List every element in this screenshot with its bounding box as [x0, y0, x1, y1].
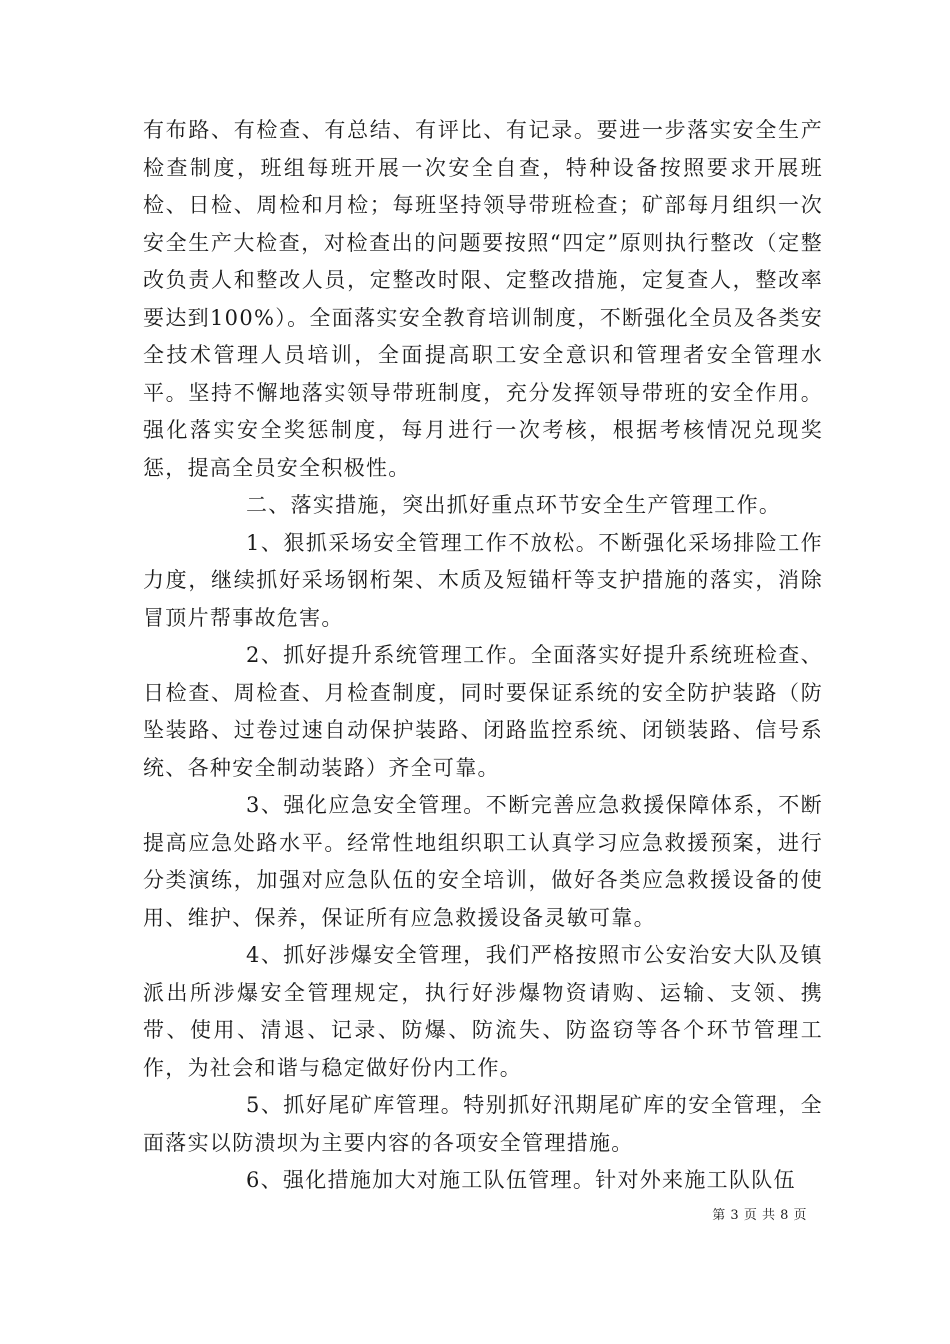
paragraph-item-2: 2、抓好提升系统管理工作。全面落实好提升系统班检查、日检查、周检查、月检查制度，同时要保证系统的安全防护装路（防坠装路、过卷过速自动保护装路、闭路监控系统、闭锁装路、信号系统、各种安全制动装路）齐全可靠。 [143, 643, 823, 780]
paragraph-item-4: 4、抓好涉爆安全管理，我们严格按照市公安治安大队及镇派出所涉爆安全管理规定，执行好涉爆物资请购、运输、支领、携带、使用、清退、记录、防爆、防流失、防盗窃等各个环节管理工作，为社会和谐与稳定做好份内工作。 [143, 943, 823, 1080]
document-body [143, 112, 823, 1200]
paragraph-item-6: 6、强化措施加大对施工队伍管理。针对外来施工队队伍 [246, 1168, 796, 1192]
paragraph-item-5: 5、抓好尾矿库管理。特别抓好汛期尾矿库的安全管理，全面落实以防溃坝为主要内容的各项安全管理措施。 [143, 1093, 823, 1155]
paragraph-item-1: 1、狠抓采场安全管理工作不放松。不断强化采场排险工作力度，继续抓好采场钢桁架、木质及短锚杆等支护措施的落实，消除冒顶片帮事故危害。 [143, 530, 823, 630]
page-number-footer: 第 3 页 共 8 页 [712, 1208, 807, 1223]
section-heading-2: 二、落实措施，突出抓好重点环节安全生产管理工作。 [246, 493, 782, 517]
paragraph-continuation: 有布路、有检查、有总结、有评比、有记录。要进一步落实安全生产检查制度，班组每班开展一次安全自查，特种设备按照要求开展班检、日检、周检和月检；每班坚持领导带班检查；矿部每月组织一次安全生产大检查，对检查出的问题要按照“四定”原则执行整改（定整改负责人和整改人员，定整改时限、定整改措施，定复查人，整改率要达到100%）。全面落实安全教育培训制度，不断强化全员及各类安全技术管理人员培训，全面提高职工安全意识和管理者安全管理水平。坚持不懈地落实领导带班制度，充分发挥领导带班的安全作用。强化落实安全奖惩制度，每月进行一次考核，根据考核情况兑现奖惩，提高全员安全积极性。 [143, 118, 823, 480]
paragraph-item-3: 3、强化应急安全管理。不断完善应急救援保障体系，不断提高应急处路水平。经常性地组织职工认真学习应急救援预案，进行分类演练，加强对应急队伍的安全培训，做好各类应急救援设备的使用、维护、保养，保证所有应急救援设备灵敏可靠。 [143, 793, 823, 930]
